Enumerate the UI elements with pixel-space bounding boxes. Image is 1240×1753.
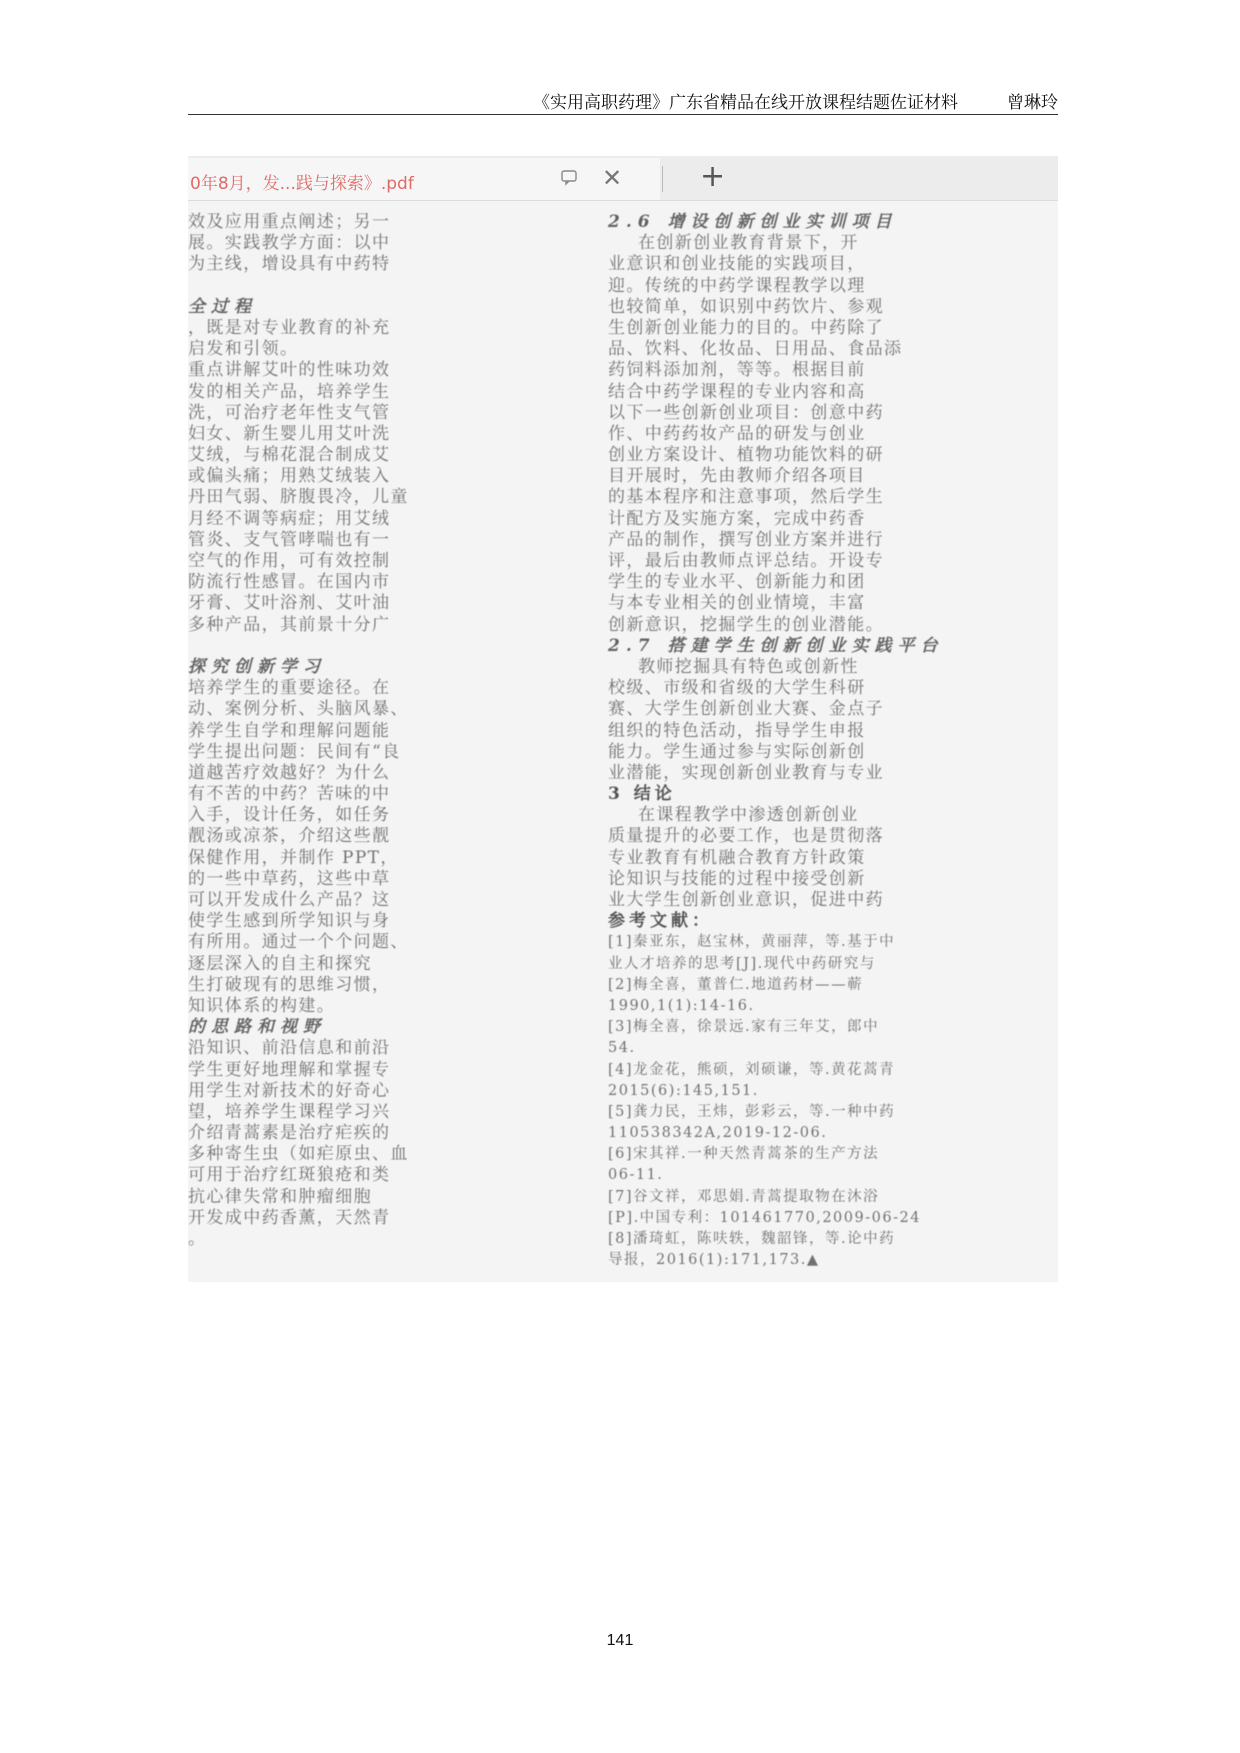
text-line: [3]梅全喜，徐景远.家有三年艾，郎中 <box>608 1019 880 1036</box>
header-author: 曾琳玲 <box>1007 93 1058 113</box>
text-line: 多种寄生虫（如疟原虫、血 <box>188 1144 409 1165</box>
text-line: 组织的特色活动，指导学生申报 <box>608 720 866 741</box>
text-line: 以下一些创新创业项目：创意中药 <box>608 402 884 423</box>
text-line: 1990,1(1):14-16. <box>608 997 755 1014</box>
text-line: 生打破现有的思维习惯， <box>188 974 391 995</box>
text-line: 养学生自学和理解问题能 <box>188 720 391 741</box>
text-line: 保健作用，并制作 PPT， <box>188 847 399 868</box>
text-line: 能力。学生通过参与实际创新创 <box>608 741 866 762</box>
text-line: 逐层深入的自主和探究 <box>188 953 372 974</box>
text-line: 参考文献： <box>608 911 713 932</box>
text-line: 望，培养学生课程学习兴 <box>188 1101 391 1122</box>
text-line: 创业方案设计、植物功能饮料的研 <box>608 445 884 466</box>
text-line: 入手，设计任务，如任务 <box>188 805 391 826</box>
text-line: 药饲料添加剂，等等。根据目前 <box>608 360 866 381</box>
text-line: 论知识与技能的过程中接受创新 <box>608 868 866 889</box>
comment-icon[interactable] <box>560 168 578 191</box>
text-line: 在课程教学中渗透创新创业 <box>638 805 859 826</box>
text-line: 54. <box>608 1040 636 1057</box>
text-line: 的思路和视野 <box>188 1017 326 1038</box>
text-line <box>188 636 528 657</box>
text-line: 110538342A,2019-12-06. <box>608 1125 828 1142</box>
right-column <box>608 212 1058 1271</box>
text-line: [5]龚力民，王炜，彭彩云，等.一种中药 <box>608 1103 896 1120</box>
text-line: 管炎、支气管哮喘也有一 <box>188 529 391 550</box>
text-line: 效及应用重点阐述；另一 <box>188 212 391 232</box>
text-line: 有不苦的中药？苦味的中 <box>188 784 391 805</box>
text-line: [7]谷文祥，邓思娟.青蒿提取物在沐浴 <box>608 1188 880 1205</box>
text-line: 用学生对新技术的好奇心 <box>188 1080 391 1101</box>
text-line: 赛、大学生创新创业大赛、金点子 <box>608 699 884 720</box>
text-line: 作、中药药妆产品的研发与创业 <box>608 423 866 444</box>
pdf-tab[interactable] <box>188 158 660 200</box>
text-line <box>188 276 528 297</box>
text-line: 产品的制作，撰写创业方案并进行 <box>608 529 884 550</box>
text-line: 与本专业相关的创业情境，丰富 <box>608 593 866 614</box>
text-line: 重点讲解艾叶的性味功效 <box>188 360 391 381</box>
text-line: 发的相关产品，培养学生 <box>188 381 391 402</box>
text-line: 介绍青蒿素是治疗疟疾的 <box>188 1123 391 1144</box>
tab-title[interactable]: 0年8月，发...践与探索》.pdf <box>190 174 414 194</box>
text-line: [1]秦亚东，赵宝林，黄丽萍，等.基于中 <box>608 934 896 951</box>
text-line: 教师挖掘具有特色或创新性 <box>638 656 859 677</box>
text-line: 月经不调等病症；用艾绒 <box>188 508 391 529</box>
text-line: 的基本程序和注意事项，然后学生 <box>608 487 884 508</box>
text-line: 业意识和创业技能的实践项目， <box>608 254 866 275</box>
text-line: 06-11. <box>608 1167 664 1184</box>
text-line: ，既是对专业教育的补充 <box>188 317 391 338</box>
text-line: 培养学生的重要途径。在 <box>188 678 391 699</box>
text-line: 迎。传统的中药学课程教学以理 <box>608 275 866 296</box>
text-line: [2]梅全喜，董普仁.地道药材——蕲 <box>608 976 864 993</box>
text-line: 。 <box>188 1229 207 1249</box>
text-line: 学生更好地理解和掌握专 <box>188 1059 391 1080</box>
text-line: 专业教育有机融合教育方针政策 <box>608 847 866 868</box>
text-line: 知识体系的构建。 <box>188 995 336 1016</box>
close-icon[interactable]: ✕ <box>602 164 623 192</box>
left-column <box>188 212 528 1250</box>
text-line: 靓汤或凉茶，介绍这些靓 <box>188 826 391 847</box>
text-line: 评，最后由教师点评总结。开设专 <box>608 551 884 571</box>
text-line: 抗心律失常和肿瘤细胞 <box>188 1186 372 1207</box>
text-line: 的一些中草药，这些中草 <box>188 868 391 889</box>
header-title: 《实用高职药理》广东省精品在线开放课程结题佐证材料 <box>533 93 958 113</box>
text-line: [P].中国专利：101461770,2009-06-24 <box>608 1209 921 1226</box>
tab-divider <box>662 166 663 192</box>
text-line: 空气的作用，可有效控制 <box>188 551 391 571</box>
text-line: 开发成中药香薰，天然青 <box>188 1207 391 1228</box>
text-line: 牙膏、艾叶浴剂、艾叶油 <box>188 593 391 614</box>
text-line: 业大学生创新创业意识，促进中药 <box>608 890 884 910</box>
text-line: [4]龙金花，熊硕，刘硕谦，等.黄花蒿青 <box>608 1061 896 1078</box>
text-line: [6]宋其祥.一种天然青蒿茶的生产方法 <box>608 1146 880 1163</box>
text-line: 业潜能，实现创新创业教育与专业 <box>608 762 884 783</box>
text-line: 妇女、新生婴儿用艾叶洗 <box>188 423 391 444</box>
text-line: 为主线，增设具有中药特 <box>188 254 391 275</box>
text-line: 2.6 增设创新创业实训项目 <box>608 212 898 232</box>
pdf-viewer-screenshot <box>188 156 1058 1282</box>
text-line: 可以开发成什么产品？这 <box>188 890 391 910</box>
text-line: 在创新创业教育背景下，开 <box>638 233 859 254</box>
text-line: 创新意识，挖掘学生的创业潜能。 <box>608 614 884 635</box>
text-line: 动、案例分析、头脑风暴、 <box>188 699 409 720</box>
text-line: 艾绒，与棉花混合制成艾 <box>188 445 391 466</box>
text-line: 学生的专业水平、创新能力和团 <box>608 572 866 593</box>
tab-bar <box>188 156 1058 201</box>
text-line: 多种产品，其前景十分广 <box>188 614 391 635</box>
text-line: 生创新创业能力的目的。中药除了 <box>608 317 884 338</box>
text-line: 展。实践教学方面：以中 <box>188 233 391 254</box>
text-line: 道越苦疗效越好？为什么 <box>188 762 391 783</box>
text-line: 或偏头痛；用熟艾绒装入 <box>188 466 391 487</box>
text-line: 沿知识、前沿信息和前沿 <box>188 1038 391 1059</box>
text-line: 3 结论 <box>608 784 676 805</box>
text-line: 校级、市级和省级的大学生科研 <box>608 678 866 699</box>
text-line: 使学生感到所学知识与身 <box>188 911 391 932</box>
text-line: 计配方及实施方案，完成中药香 <box>608 508 866 529</box>
text-line: 洗，可治疗老年性支气管 <box>188 402 391 423</box>
text-line: [8]潘琦虹，陈呋轶，魏韶锋，等.论中药 <box>608 1231 896 1247</box>
scanned-article <box>188 200 1058 1282</box>
plus-icon[interactable]: + <box>700 159 726 194</box>
text-line: 启发和引领。 <box>188 339 299 360</box>
text-line: 丹田气弱、脐腹畏冷，儿童 <box>188 487 409 508</box>
text-line: 探究创新学习 <box>188 656 326 677</box>
text-line: 品、饮料、化妆品、日用品、食品添 <box>608 339 903 360</box>
text-line: 结合中药学课程的专业内容和高 <box>608 381 866 402</box>
text-line: 也较简单，如识别中药饮片、参观 <box>608 296 884 317</box>
text-line: 可用于治疗红斑狼疮和类 <box>188 1165 391 1186</box>
text-line: 质量提升的必要工作，也是贯彻落 <box>608 826 884 847</box>
page-number: 141 <box>606 1632 634 1649</box>
text-line: 学生提出问题：民间有“良 <box>188 741 401 762</box>
text-line: 导报，2016(1):171,173.▲ <box>608 1252 820 1269</box>
page-header <box>188 84 1058 115</box>
text-line: 2.7 搭建学生创新创业实践平台 <box>608 635 944 656</box>
text-line: 业人才培养的思考[J].现代中药研究与 <box>608 955 876 972</box>
text-line: 有所用。通过一个个问题、 <box>188 932 409 953</box>
text-line: 2015(6):145,151. <box>608 1082 759 1099</box>
text-line: 全过程 <box>188 296 257 317</box>
text-line: 目开展时，先由教师介绍各项目 <box>608 466 866 487</box>
text-line: 防流行性感冒。在国内市 <box>188 572 391 593</box>
